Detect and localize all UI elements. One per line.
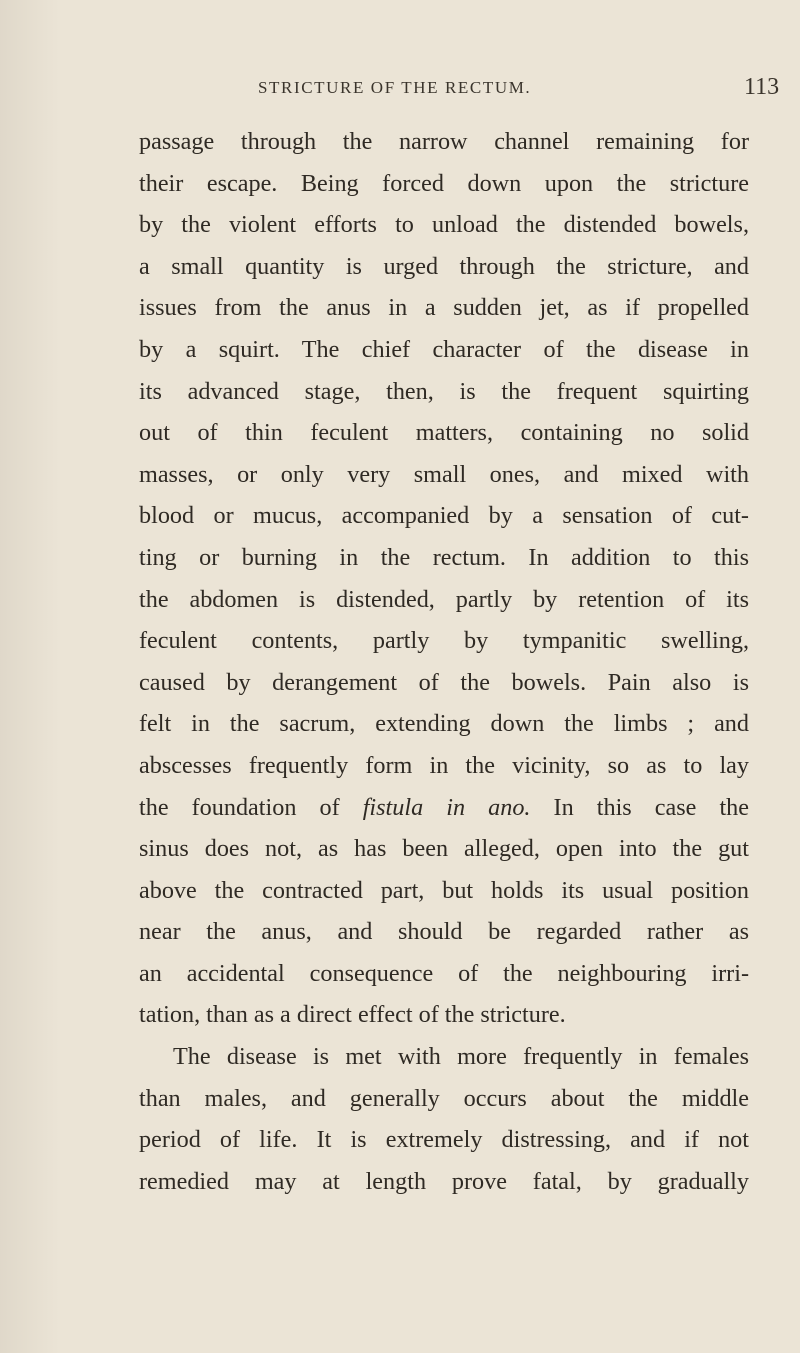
text-line: by the violent efforts to unload the distended bowels, (139, 211, 749, 239)
text-line: the abdomen is distended, partly by retention of its (139, 585, 749, 613)
text-line: than males, and generally occurs about the middle (139, 1084, 749, 1112)
text-line: by a squirt. The chief character of the disease in (139, 335, 749, 363)
text-line-with-italic (139, 787, 749, 829)
text-line: masses, or only very small ones, and mixed with (139, 460, 749, 488)
running-title: STRICTURE OF THE RECTUM. (258, 78, 532, 97)
text-line: feculent contents, partly by tympanitic swelling, (139, 627, 749, 655)
text-line: their escape. Being forced down upon the stricture (139, 169, 749, 197)
text-line: issues from the anus in a sudden jet, as if propelled (139, 294, 749, 322)
text-line: ting or burning in the rectum. In addition to this (139, 543, 749, 571)
text-segment: the foundation of (139, 793, 363, 821)
text-line: an accidental consequence of the neighbouring irri- (139, 959, 749, 987)
text-segment: In this case the (530, 793, 750, 821)
text-line: blood or mucus, accompanied by a sensation of cut- (139, 502, 749, 530)
text-line: period of life. It is extremely distressing, and if not (139, 1126, 749, 1154)
text-line: caused by derangement of the bowels. Pain also is (139, 668, 749, 696)
text-line: out of thin feculent matters, containing no solid (139, 419, 749, 447)
italic-term: fistula in ano. (362, 793, 531, 821)
text-line: remedied may at length prove fatal, by gradually (139, 1167, 749, 1195)
text-line: above the contracted part, but holds its usual position (139, 876, 749, 904)
body-text (139, 121, 749, 1202)
text-line: near the anus, and should be regarded rather as (139, 918, 749, 946)
text-line: tation, than as a direct effect of the stricture. (139, 1001, 566, 1029)
text-line: passage through the narrow channel remaining for (139, 128, 749, 155)
text-line: sinus does not, as has been alleged, open into the gut (139, 835, 749, 863)
page-number: 113 (744, 74, 780, 100)
running-head (0, 74, 800, 108)
paragraph-start-line: The disease is met with more frequently in females (173, 1043, 749, 1071)
text-line: a small quantity is urged through the stricture, and (139, 252, 749, 280)
text-line: abscesses frequently form in the vicinity, so as to lay (139, 751, 749, 779)
text-line: its advanced stage, then, is the frequent squirting (139, 377, 749, 405)
text-line: felt in the sacrum, extending down the limbs ; and (139, 710, 749, 738)
